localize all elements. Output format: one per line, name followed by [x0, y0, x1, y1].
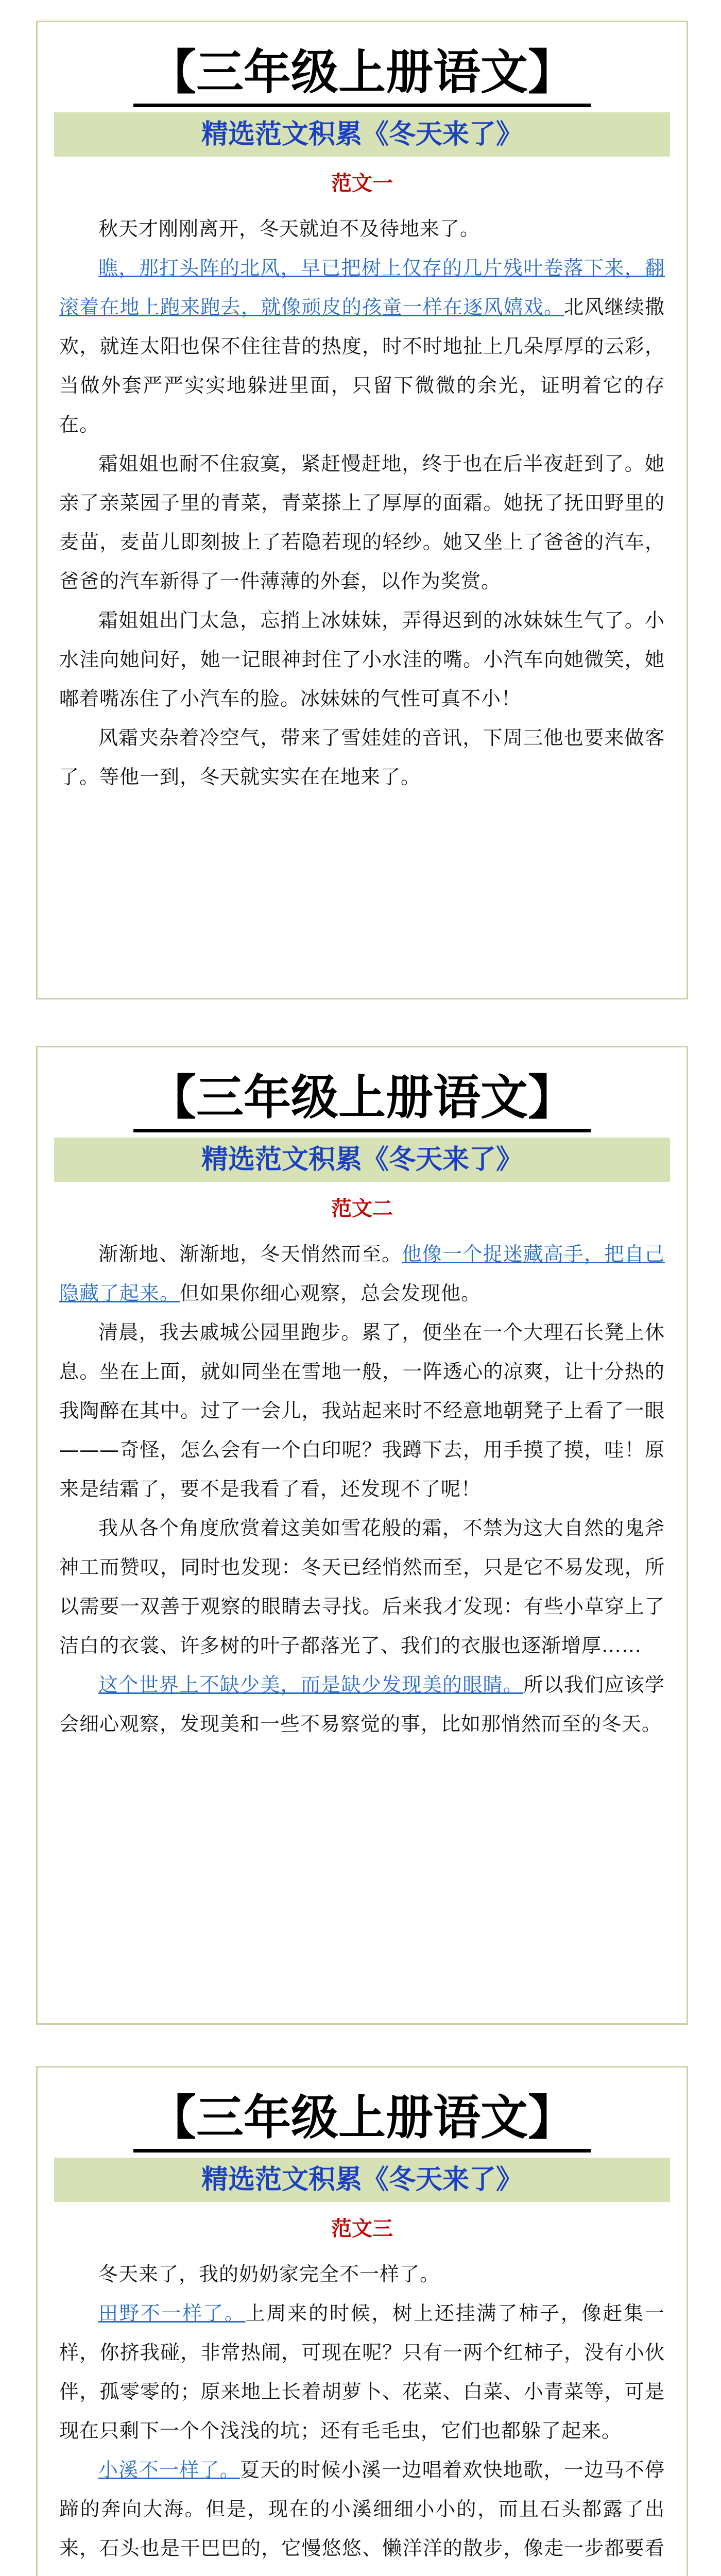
- highlighted-sentence: 小溪不一样了。: [98, 2459, 241, 2481]
- subtitle-banner: 精选范文积累《冬天来了》: [54, 2158, 670, 2202]
- essay-body: [59, 2255, 665, 2576]
- paragraph-text: 我从各个角度欣赏着这美如雪花般的霜，不禁为这大自然的鬼斧神工而赞叹，同时也发现：冬天已经悄然而至，只是它不易发现，所以需要一双善于观察的眼睛去寻找。后来我才发现：有些小草穿上了洁白的衣裳、许多树的叶子都落光了、我们的衣服也逐渐增厚……: [59, 1517, 665, 1657]
- essay-paragraph: [59, 2450, 665, 2576]
- essay-card-3: [36, 2066, 688, 2576]
- highlighted-sentence: 瞧，那打头阵的北风，早已把树上仅存的几片残叶卷落下来，翻滚着在地上跑来跑去，就像顽皮的孩童一样在逐风嬉戏。: [59, 257, 665, 318]
- essay-label: 范文三: [331, 2217, 393, 2241]
- paragraph-text: 渐渐地、渐渐地，冬天悄然而至。: [98, 1243, 402, 1265]
- essay-paragraph: [59, 248, 665, 444]
- highlighted-sentence: 这个世界上不缺少美，而是缺少发现美的眼睛。: [98, 1673, 524, 1696]
- essay-paragraph: [59, 2294, 665, 2450]
- paragraph-text: 霜姐姐也耐不住寂寞，紧赶慢赶地，终于也在后半夜赶到了。她亲了亲菜园子里的青菜，青菜搽上了厚厚的面霜。她抚了抚田野里的麦苗，麦苗儿即刻披上了若隐若现的轻纱。她又坐上了爸爸的汽车，爸爸的汽车新得了一件薄薄的外套，以作为奖赏。: [59, 452, 665, 592]
- essay-body: [59, 209, 665, 796]
- paragraph-text: 所以我们应该学会细心观察，发现美和一些不易察觉的事，比如那悄然而至的冬天。: [59, 1673, 665, 1735]
- essay-paragraph: [59, 1313, 665, 1509]
- paragraph-text: 冬天来了，我的奶奶家完全不一样了。: [98, 2263, 440, 2285]
- subtitle-banner: 精选范文积累《冬天来了》: [54, 1138, 670, 1182]
- essay-paragraph: [59, 209, 665, 248]
- essay-label: 范文二: [331, 1197, 393, 1221]
- paragraph-text: 清晨，我去戚城公园里跑步。累了，便坐在一个大理石长凳上休息。坐在上面，就如同坐在雪地一般，一阵透心的凉爽，让十分热的我陶醉在其中。过了一会儿，我站起来时不经意地朝凳子上看了一眼———奇怪，怎么会有一个白印呢？我蹲下去，用手摸了摸，哇！原来是结霜了，要不是我看了看，还发现不了呢！: [59, 1321, 665, 1500]
- essay-paragraph: [59, 1665, 665, 1743]
- essay-paragraph: [59, 444, 665, 601]
- subtitle-banner: 精选范文积累《冬天来了》: [54, 112, 670, 157]
- paragraph-text: 上周来的时候，树上还挂满了柿子，像赶集一样，你挤我碰，非常热闹，可现在呢？只有一两个红柿子，没有小伙伴，孤零零的；原来地上长着胡萝卜、花菜、白菜、小青菜等，可是现在只剩下一个个浅浅的坑；还有毛毛虫，它们也都躲了起来。: [59, 2302, 665, 2442]
- page-title: 【三年级上册语文】: [38, 2089, 686, 2153]
- highlighted-sentence: 他像一个捉迷藏高手，把自己隐藏了起来。: [59, 1243, 665, 1304]
- paragraph-text: 风霜夹杂着冷空气，带来了雪娃娃的音讯，下周三他也要来做客了。等他一到，冬天就实实在在地来了。: [59, 726, 665, 788]
- paragraph-text: 霜姐姐出门太急，忘捎上冰妹妹，弄得迟到的冰妹妹生气了。小水洼向她问好，她一记眼神封住了小水洼的嘴。小汽车向她微笑，她嘟着嘴冻住了小汽车的脸。冰妹妹的气性可真不小！: [59, 609, 665, 710]
- essay-card-1: [36, 21, 688, 999]
- essay-paragraph: [59, 1509, 665, 1665]
- highlighted-sentence: 田野不一样了。: [98, 2302, 246, 2325]
- paragraph-text: 但如果你细心观察，总会发现他。: [180, 1282, 482, 1304]
- page-title: 【三年级上册语文】: [38, 1069, 686, 1132]
- essay-paragraph: [59, 1234, 665, 1313]
- page-title: 【三年级上册语文】: [38, 44, 686, 107]
- essay-paragraph: [59, 601, 665, 718]
- essay-label: 范文一: [331, 172, 393, 195]
- paragraph-text: 夏天的时候小溪一边唱着欢快地歌，一边马不停蹄的奔向大海。但是，现在的小溪细细小小的，而且石头都露了出来，石头也是干巴巴的，它慢悠悠、懒洋洋的散步，像走一步都要看: [59, 2459, 665, 2560]
- paragraph-text: 秋天才刚刚离开，冬天就迫不及待地来了。: [98, 217, 480, 240]
- essay-paragraph: [59, 718, 665, 796]
- essay-body: [59, 1234, 665, 1743]
- essay-card-2: [36, 1046, 688, 2025]
- essay-paragraph: [59, 2255, 665, 2294]
- paragraph-text: 北风继续撒欢，就连太阳也保不住往昔的热度，时不时地扯上几朵厚厚的云彩，当做外套严严实实地躲进里面，只留下微微的余光，证明着它的存在。: [59, 296, 665, 436]
